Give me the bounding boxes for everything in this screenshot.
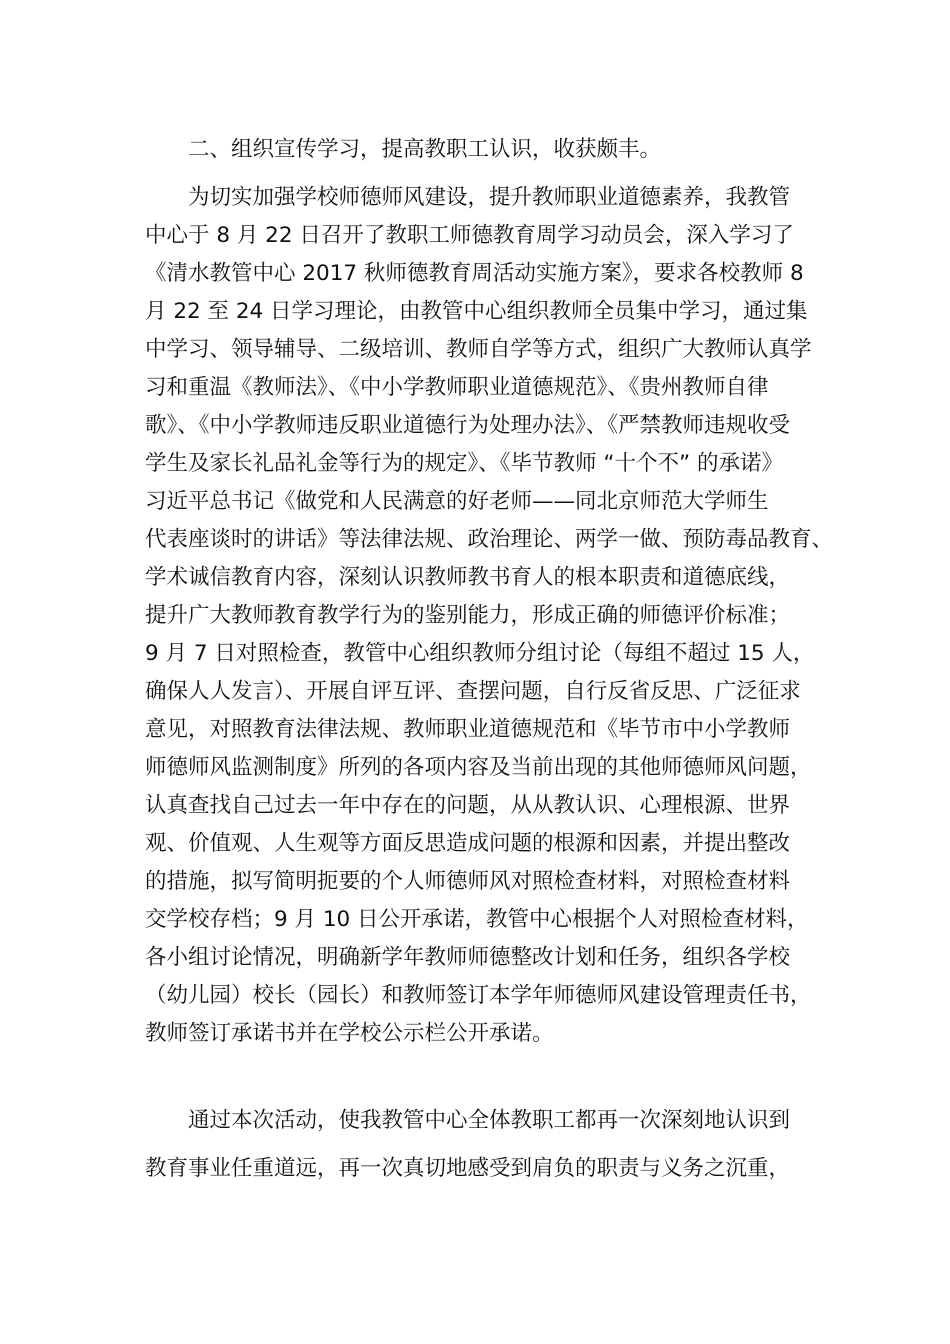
paragraph-line: 9 月 7 日对照检查，教管中心组织教师分组讨论（每组不超过 15 人，	[145, 641, 815, 666]
paragraph-1	[145, 179, 834, 1053]
paragraph-line: 习近平总书记《做党和人民满意的好老师——同北京师范大学师生	[145, 489, 769, 514]
paragraph-line: 提升广大教师教育教学行为的鉴别能力，形成正确的师德评价标准；	[145, 603, 791, 628]
paragraph-line: 中心于 8 月 22 日召开了教职工师德教育周学习动员会，深入学习了	[145, 223, 794, 248]
paragraph-line: 为切实加强学校师德师风建设，提升教师职业道德素养，我教管	[188, 185, 791, 210]
paragraph-line: 月 22 至 24 日学习理论，由教管中心组织教师全员集中学习，通过集	[145, 299, 808, 324]
paragraph-line: 习和重温《教师法》、《中小学教师职业道德规范》、《贵州教师自律	[145, 375, 769, 400]
paragraph-line: 教师签订承诺书并在学校公示栏公开承诺。	[145, 1021, 554, 1046]
paragraph-line: 意见，对照教育法律法规、教师职业道德规范和《毕节市中小学教师	[145, 717, 791, 742]
paragraph-line: 《清水教管中心 2017 秋师德教育周活动实施方案》，要求各校教师 8	[145, 261, 804, 286]
paragraph-line: 通过本次活动，使我教管中心全体教职工都再一次深刻地认识到	[188, 1108, 791, 1133]
paragraph-line: 歌》、《中小学教师违反职业道德行为处理办法》、《严禁教师违规收受	[145, 413, 791, 438]
paragraph-line: 各小组讨论情况，明确新学年教师师德整改计划和任务，组织各学校	[145, 945, 791, 970]
paragraph-2	[145, 1097, 825, 1193]
section-heading: 二、组织宣传学习，提高教职工认识，收获颇丰。	[188, 137, 662, 162]
paragraph-line: 学生及家长礼品礼金等行为的规定》、《毕节教师 “十个不” 的承诺》	[145, 451, 783, 476]
paragraph-line: 师德师风监测制度》所列的各项内容及当前出现的其他师德师风问题，	[145, 755, 812, 780]
paragraph-line: （幼儿园）校长（园长）和教师签订本学年师德师风建设管理责任书，	[145, 983, 812, 1008]
paragraph-line: 中学习、领导辅导、二级培训、教师自学等方式，组织广大教师认真学	[145, 337, 812, 362]
paragraph-line: 教育事业任重道远，再一次真切地感受到肩负的职责与义务之沉重，	[145, 1156, 791, 1181]
paragraph-line: 确保人人发言）、开展自评互评、查摆问题，自行反省反思、广泛征求	[145, 679, 801, 704]
section-heading-block	[145, 131, 825, 169]
paragraph-line: 认真查找自己过去一年中存在的问题，从从教认识、心理根源、世界	[145, 793, 791, 818]
paragraph-line: 学术诚信教育内容，深刻认识教师教书育人的根本职责和道德底线，	[145, 565, 791, 590]
paragraph-line: 代表座谈时的讲话》等法律法规、政治理论、两学一做、预防毒品教育、	[145, 527, 834, 552]
paragraph-line: 交学校存档；9 月 10 日公开承诺，教管中心根据个人对照检查材料，	[145, 907, 809, 932]
paragraph-line: 观、价值观、人生观等方面反思造成问题的根源和因素，并提出整改	[145, 831, 791, 856]
paragraph-line: 的措施，拟写简明扼要的个人师德师风对照检查材料，对照检查材料	[145, 869, 791, 894]
